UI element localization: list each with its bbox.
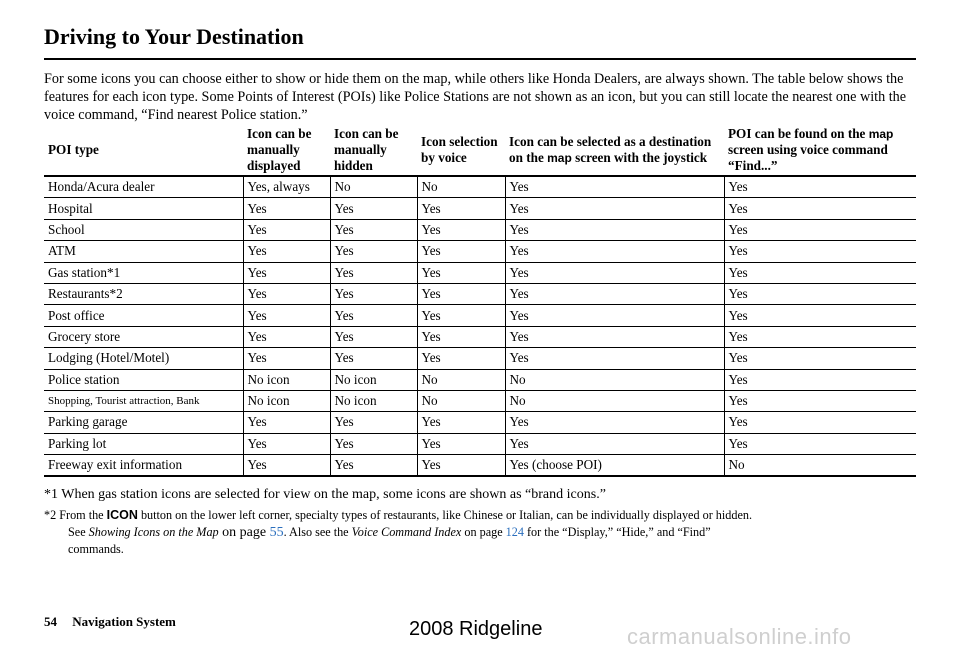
table-cell: Yes: [724, 241, 916, 262]
table-cell: No icon: [243, 369, 330, 390]
title-rule: [44, 58, 916, 60]
table-cell: Yes: [724, 262, 916, 283]
table-cell: Yes: [724, 390, 916, 411]
table-cell: Yes: [505, 305, 724, 326]
poi-type-cell: Honda/Acura dealer: [44, 176, 243, 198]
table-cell: Yes: [724, 198, 916, 219]
site-watermark: carmanualsonline.info: [627, 624, 852, 649]
page-number: 54: [44, 614, 57, 629]
table-cell: Yes: [417, 219, 505, 240]
poi-type-cell: Lodging (Hotel/Motel): [44, 348, 243, 369]
table-cell: Yes: [417, 241, 505, 262]
table-cell: Yes: [417, 455, 505, 477]
table-cell: Yes, always: [243, 176, 330, 198]
header-manually-displayed: Icon can be manually displayed: [243, 125, 330, 176]
table-cell: Yes: [417, 433, 505, 454]
table-cell: Yes: [417, 198, 505, 219]
footnote-1: *1 When gas station icons are selected for view on the map, some icons are shown as “brand icons.”: [44, 487, 606, 502]
table-cell: Yes: [505, 348, 724, 369]
table-cell: No icon: [330, 390, 417, 411]
table-cell: Yes: [243, 455, 330, 477]
table-cell: Yes: [243, 198, 330, 219]
intro-paragraph: For some icons you can choose either to show or hide them on the map, while others like Honda Dealers, are always shown. The table below shows the features for each icon type. Some Points of Interest (POIs) like Police Stations are not shown as an icon, but you can still locate the nearest one with the voice command, “Find nearest Police station.”: [44, 71, 907, 123]
table-cell: No: [417, 176, 505, 198]
page-title: Driving to Your Destination: [44, 24, 304, 49]
header-selection-by-voice: Icon selection by voice: [417, 125, 505, 176]
table-cell: Yes: [505, 433, 724, 454]
header-manually-hidden: Icon can be manually hidden: [330, 125, 417, 176]
table-cell: Yes: [724, 283, 916, 304]
table-row: [44, 433, 916, 454]
poi-type-cell: School: [44, 219, 243, 240]
table-cell: Yes: [505, 241, 724, 262]
table-cell: No: [330, 176, 417, 198]
table-row: [44, 455, 916, 477]
table-cell: Yes: [417, 412, 505, 433]
poi-type-cell: Hospital: [44, 198, 243, 219]
table-cell: Yes: [505, 219, 724, 240]
table-cell: Yes: [724, 219, 916, 240]
table-cell: Yes: [243, 348, 330, 369]
model-watermark: 2008 Ridgeline: [409, 618, 543, 640]
table-cell: Yes: [330, 219, 417, 240]
poi-type-cell: Gas station*1: [44, 262, 243, 283]
page-124-link[interactable]: 124: [505, 524, 524, 539]
table-row: [44, 262, 916, 283]
table-cell: Yes: [417, 262, 505, 283]
table-cell: Yes: [330, 412, 417, 433]
table-row: [44, 348, 916, 369]
header-voice-find: POI can be found on the map screen using voice command “Find...”: [724, 125, 916, 176]
table-row: [44, 176, 916, 198]
icon-button-label: ICON: [106, 508, 138, 522]
table-header-row: [44, 125, 916, 176]
table-row: [44, 412, 916, 433]
table-body: [44, 176, 916, 476]
table-cell: Yes: [330, 262, 417, 283]
table-cell: No: [417, 369, 505, 390]
header-poi-type: POI type: [44, 125, 243, 176]
table-cell: No: [505, 390, 724, 411]
poi-type-cell: Grocery store: [44, 326, 243, 347]
table-row: [44, 326, 916, 347]
table-cell: Yes: [330, 241, 417, 262]
table-cell: Yes: [330, 433, 417, 454]
page-footer: [44, 614, 176, 630]
table-cell: Yes: [417, 326, 505, 347]
table-cell: Yes: [505, 262, 724, 283]
table-cell: Yes: [243, 283, 330, 304]
table-cell: Yes: [505, 326, 724, 347]
table-cell: Yes: [330, 198, 417, 219]
footer-section: Navigation System: [72, 614, 176, 629]
table-cell: Yes: [505, 176, 724, 198]
table-cell: Yes: [724, 433, 916, 454]
table-cell: Yes: [330, 283, 417, 304]
table-cell: Yes: [243, 433, 330, 454]
table-row: [44, 283, 916, 304]
poi-type-cell: Police station: [44, 369, 243, 390]
poi-type-cell: Restaurants*2: [44, 283, 243, 304]
table-cell: Yes: [243, 305, 330, 326]
table-cell: Yes: [724, 412, 916, 433]
table-cell: No icon: [243, 390, 330, 411]
table-cell: No icon: [330, 369, 417, 390]
table-cell: Yes: [243, 262, 330, 283]
table-cell: Yes: [724, 348, 916, 369]
table-cell: Yes: [417, 305, 505, 326]
table-cell: No: [724, 455, 916, 477]
footnote-2: *2 From the ICON button on the lower left corner, specialty types of restaurants, like Chinese or Italian, can be individually displayed or hidden. See Showing Icons on the Map on page 55. Also see the Voice Command Index on page 124 for the “Display,” “Hide,” and “Find” commands.: [44, 508, 753, 556]
table-cell: Yes: [243, 219, 330, 240]
poi-type-cell: Parking lot: [44, 433, 243, 454]
poi-type-cell: Post office: [44, 305, 243, 326]
table-cell: Yes: [724, 326, 916, 347]
table-cell: Yes: [330, 455, 417, 477]
table-cell: No: [417, 390, 505, 411]
table-row: [44, 219, 916, 240]
table-cell: Yes: [724, 176, 916, 198]
table-row: [44, 198, 916, 219]
header-joystick-destination: Icon can be selected as a destination on the map screen with the joystick: [505, 125, 724, 176]
table-cell: Yes: [330, 348, 417, 369]
table-cell: Yes: [330, 326, 417, 347]
table-cell: Yes: [724, 369, 916, 390]
table-cell: Yes: [505, 283, 724, 304]
poi-type-cell: Parking garage: [44, 412, 243, 433]
page-55-link[interactable]: 55: [269, 524, 284, 540]
table-cell: Yes: [417, 348, 505, 369]
poi-type-cell: Shopping, Tourist attraction, Bank: [44, 390, 243, 411]
table-row: [44, 390, 916, 411]
poi-type-cell: Freeway exit information: [44, 455, 243, 477]
table-row: [44, 305, 916, 326]
table-cell: Yes: [330, 305, 417, 326]
table-cell: Yes: [243, 326, 330, 347]
table-cell: Yes: [724, 305, 916, 326]
table-cell: Yes: [505, 412, 724, 433]
table-cell: Yes: [505, 198, 724, 219]
table-cell: Yes: [243, 412, 330, 433]
table-cell: No: [505, 369, 724, 390]
table-cell: Yes: [417, 283, 505, 304]
poi-type-cell: ATM: [44, 241, 243, 262]
table-row: [44, 369, 916, 390]
table-row: [44, 241, 916, 262]
table-cell: Yes (choose POI): [505, 455, 724, 477]
table-cell: Yes: [243, 241, 330, 262]
poi-table: [44, 125, 916, 477]
